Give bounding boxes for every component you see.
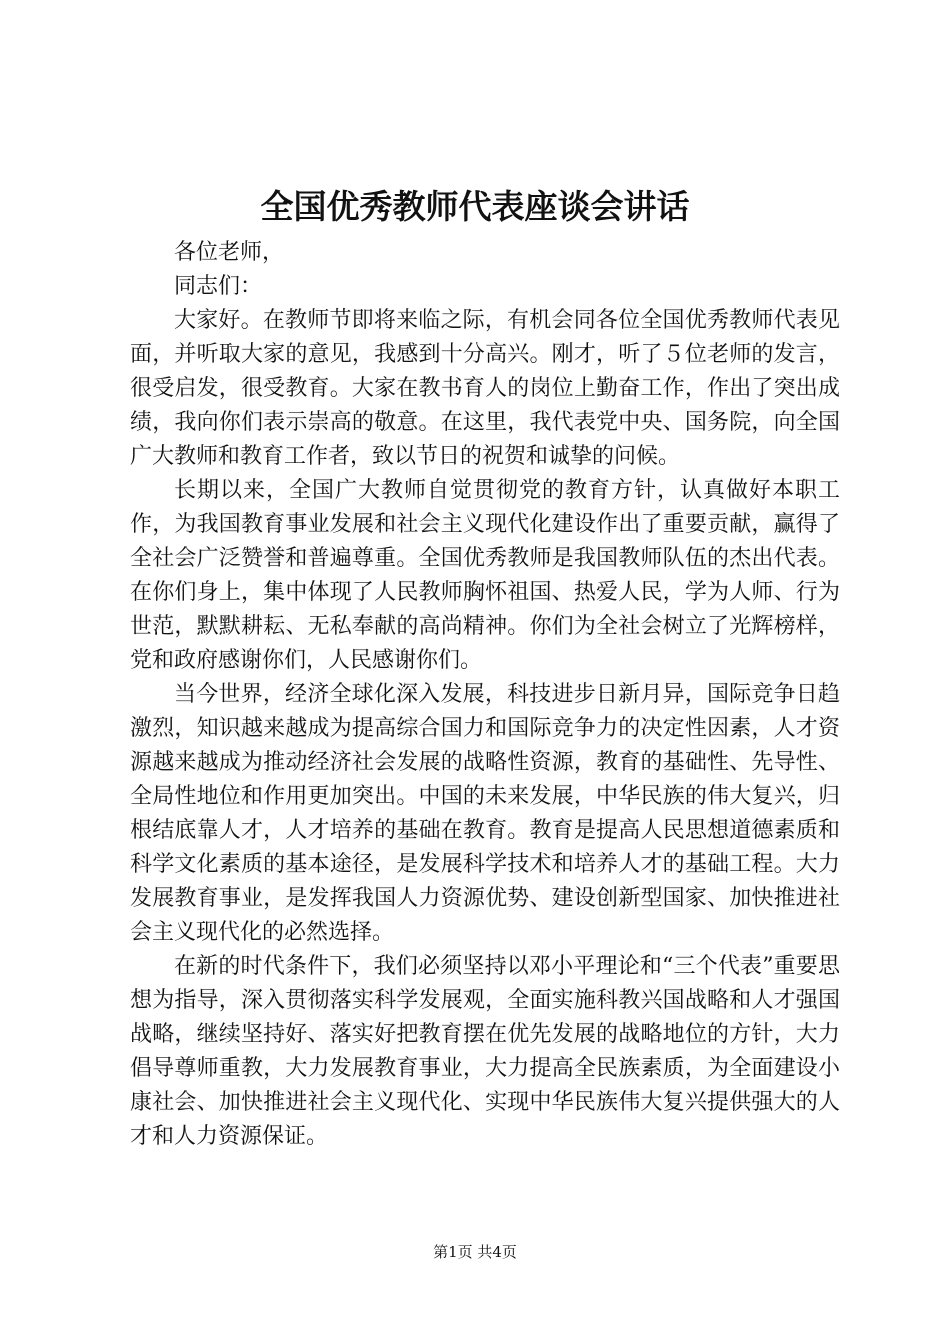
document-body	[130, 236, 840, 1154]
paragraph-1: 大家好。在教师节即将来临之际，有机会同各位全国优秀教师代表见面，并听取大家的意见，我感到十分高兴。刚才，听了５位老师的发言，很受启发，很受教育。大家在教书育人的岗位上勤奋工作，作出了突出成绩，我向你们表示崇高的敬意。在这里，我代表党中央、国务院，向全国广大教师和教育工作者，致以节日的祝贺和诚挚的问候。	[130, 308, 840, 469]
salutation-comrades: 同志们：	[174, 274, 263, 299]
paragraph-3: 当今世界，经济全球化深入发展，科技进步日新月异，国际竞争日趋激烈，知识越来越成为提高综合国力和国际竞争力的决定性因素，人才资源越来越成为推动经济社会发展的战略性资源，教育的基础性、先导性、全局性地位和作用更加突出。中国的未来发展，中华民族的伟大复兴，归根结底靠人才，人才培养的基础在教育。教育是提高人民思想道德素质和科学文化素质的基本途径，是发展科学技术和培养人才的基础工程。大力发展教育事业，是发挥我国人力资源优势、建设创新型国家、加快推进社会主义现代化的必然选择。	[130, 682, 840, 945]
salutation-teachers: 各位老师，	[174, 240, 285, 265]
paragraph-4: 在新的时代条件下，我们必须坚持以邓小平理论和“三个代表”重要思想为指导，深入贯彻落实科学发展观，全面实施科教兴国战略和人才强国战略，继续坚持好、落实好把教育摆在优先发展的战略地位的方针，大力倡导尊师重教，大力发展教育事业，大力提高全民族素质，为全面建设小康社会、加快推进社会主义现代化、实现中华民族伟大复兴提供强大的人才和人力资源保证。	[130, 954, 840, 1149]
paragraph-2: 长期以来，全国广大教师自觉贯彻党的教育方针，认真做好本职工作，为我国教育事业发展和社会主义现代化建设作出了重要贡献，赢得了全社会广泛赞誉和普遍尊重。全国优秀教师是我国教师队伍的杰出代表。在你们身上，集中体现了人民教师胸怀祖国、热爱人民，学为人师、行为世范，默默耕耘、无私奉献的高尚精神。你们为全社会树立了光辉榜样，党和政府感谢你们，人民感谢你们。	[130, 478, 840, 673]
document-title: 全国优秀教师代表座谈会讲话	[260, 187, 690, 226]
page-number-footer: 第1页 共4页	[433, 1243, 517, 1261]
